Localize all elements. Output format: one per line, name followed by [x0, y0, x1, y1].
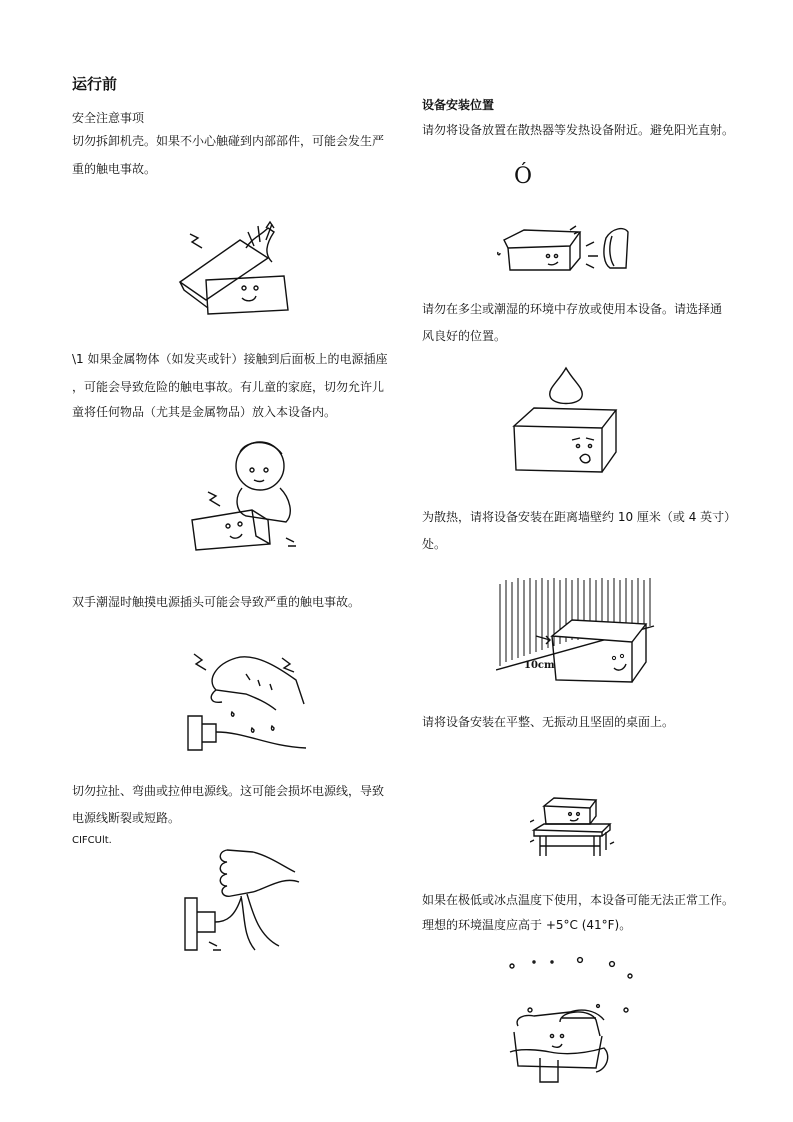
paragraph-line: 为散热，请将设备安装在距离墙壁约 10 厘米（或 4 英寸） — [422, 510, 737, 524]
paragraph-line: 如果在极低或冰点温度下使用，本设备可能无法正常工作。 — [422, 893, 735, 907]
paragraph-line: 请将设备安装在平整、无振动且坚固的桌面上。 — [422, 715, 675, 729]
device-open-case-hand-icon — [176, 218, 296, 318]
device-near-wall-icon — [496, 574, 656, 686]
device-near-heater-icon — [494, 222, 639, 274]
paragraph-line: 双手潮湿时触摸电源插头可能会导致严重的触电事故。 — [72, 595, 361, 609]
section-title: 设备安装位置 — [422, 98, 495, 112]
paragraph-line: 请勿在多尘或潮湿的环境中存放或使用本设备。请选择通 — [422, 302, 723, 316]
paragraph-line: 风良好的位置。 — [422, 329, 507, 343]
device-with-water-drop-icon — [510, 366, 622, 474]
hand-pulling-cord-icon — [183, 846, 303, 956]
paragraph-line: 切勿拆卸机壳。如果不小心触碰到内部部件，可能会发生严 — [72, 134, 385, 148]
stray-glyph: Ó — [514, 164, 533, 189]
stray-text: CIFCUlt. — [72, 835, 112, 846]
paragraph-line: 重的触电事故。 — [72, 162, 157, 176]
distance-label: 10cm — [524, 660, 555, 671]
device-on-table-icon — [530, 794, 615, 860]
paragraph-line: \1 如果金属物体（如发夹或针）接触到后面板上的电源插座 — [72, 352, 388, 366]
child-with-device-icon — [190, 436, 305, 556]
paragraph-line: ，可能会导致危险的触电事故。有儿童的家庭，切勿允许儿 — [72, 380, 385, 394]
paragraph-line: 请勿将设备放置在散热器等发热设备附近。避免阳光直射。 — [422, 123, 735, 137]
paragraph-line: 童将任何物品（尤其是金属物品）放入本设备内。 — [72, 405, 337, 419]
paragraph-line: 电源线断裂或短路。 — [72, 811, 181, 825]
paragraph-line: 切勿拉扯、弯曲或拉伸电源线。这可能会损坏电源线，导致 — [72, 784, 385, 798]
paragraph-line: 处。 — [422, 537, 447, 551]
section-subtitle: 安全注意事项 — [72, 111, 145, 125]
section-title: 运行前 — [72, 75, 118, 93]
cold-device-icon — [500, 952, 640, 1092]
paragraph-line: 理想的环境温度应高于 +5°C (41°F)。 — [422, 918, 632, 932]
wet-hand-plug-icon — [186, 650, 311, 760]
